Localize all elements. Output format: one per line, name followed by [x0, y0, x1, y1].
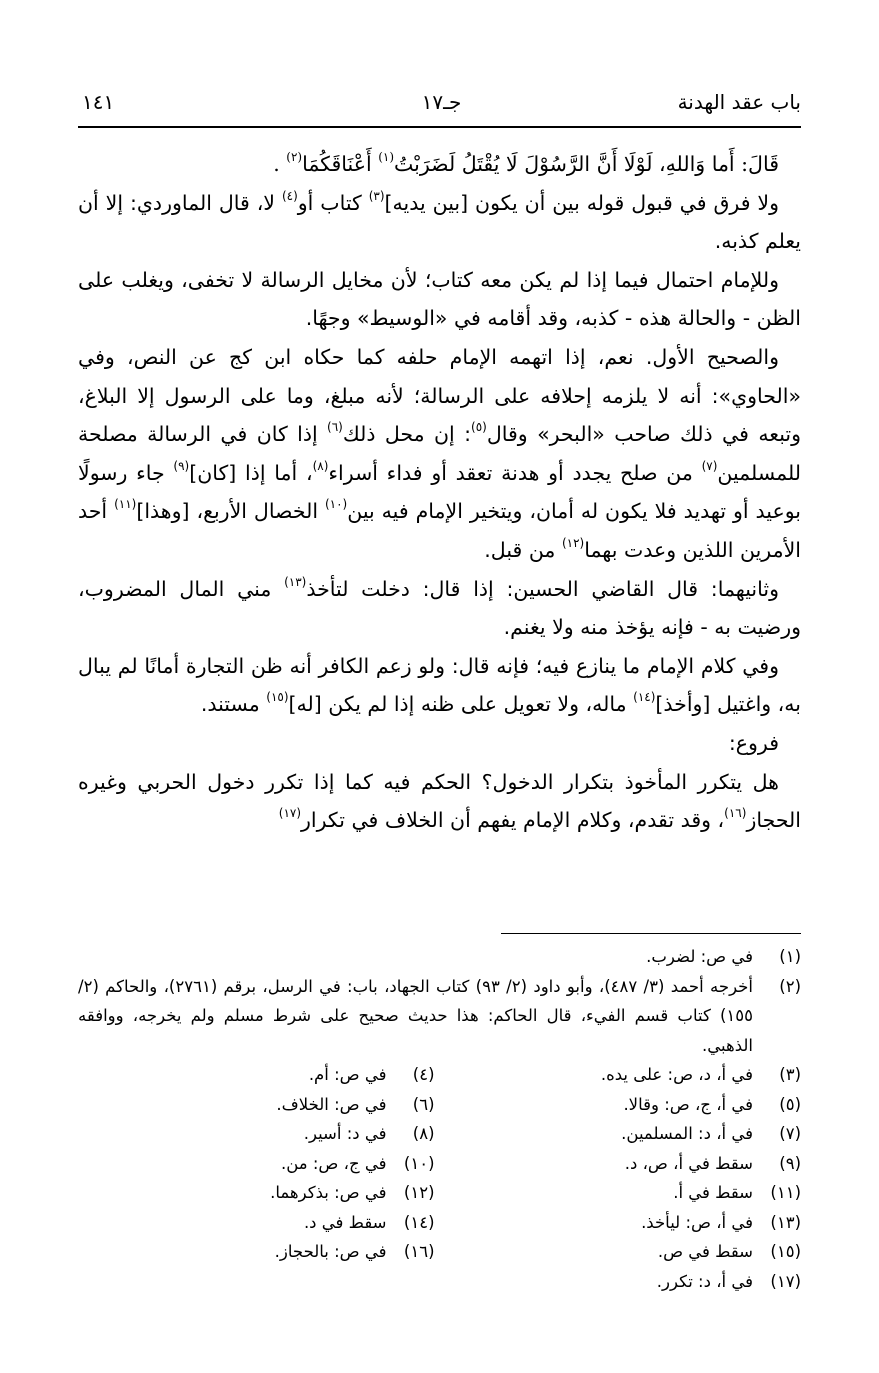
footnote-number: (٢)	[779, 976, 801, 996]
footnote-ref: (٧)	[701, 458, 718, 473]
text-span: من قبل.	[484, 537, 562, 562]
footnote-number: (١٢)	[403, 1183, 435, 1202]
footnote	[78, 1149, 435, 1179]
paragraph	[78, 338, 801, 570]
footnote-text: سقط في أ، ص، د.	[624, 1153, 753, 1173]
text-span: أَعْنَاقَكُمَا	[302, 152, 379, 176]
footnote	[78, 1208, 435, 1238]
footnote-number: (٣)	[779, 1065, 801, 1084]
footnote-number: (٤)	[412, 1065, 435, 1084]
text-span: إذا كان في الرسالة مصلحة للمسلمين	[78, 422, 801, 485]
footnote-ref: (١٠)	[324, 497, 348, 512]
running-header	[82, 90, 801, 116]
text-span: .	[273, 152, 287, 176]
footnote	[445, 1178, 802, 1208]
footnote	[445, 1090, 802, 1120]
footnote-ref: (١٦)	[724, 806, 747, 821]
text-span: جاء رسولًا بوعيد أو تهديد فلا يكون له أمان، ويتخير الإمام فيه بين	[78, 460, 801, 524]
footnotes	[78, 942, 801, 1296]
footnote-text: سقط في د.	[303, 1212, 387, 1232]
text-span: وثانيهما: قال القاضي الحسين: إذا قال: دخلت لتأخذ	[306, 576, 779, 601]
text-span: الخصال الأربع، [وهذا]	[136, 499, 325, 524]
footnote	[78, 1178, 435, 1208]
footnote-number: (١)	[779, 947, 801, 966]
footnote-number: (١٤)	[403, 1212, 435, 1232]
text-span: لا، قال الماوردي: إلا أن يعلم كذبه.	[78, 190, 801, 254]
paragraph: وللإمام احتمال فيما إذا لم يكن معه كتاب؛ لأن مخايل الرسالة لا تخفى، ويغلب على الظن - والحالة هذه - كذبه، وقد أقامه في «الوسيط» وجهًا.	[78, 267, 801, 331]
footnote-text: في ص: أم.	[308, 1065, 387, 1084]
text-span: ، وقد تقدم، وكلام الإمام يفهم أن الخلاف في تكرار	[301, 808, 725, 833]
text-span: من صلح يجدد أو هدنة تعقد أو فداء أسراء	[328, 460, 702, 485]
footnote	[78, 942, 801, 972]
footnote-number: (١٥)	[770, 1242, 801, 1261]
text-span: قَالَ: أَما وَاللهِ، لَوْلَا أَنَّ الرَّسُوْلَ لَا يُقْتَلُ لَضَرَبْتُ	[394, 152, 779, 176]
header-divider	[78, 126, 801, 128]
footnote-text: في ص: الخلاف.	[276, 1094, 387, 1114]
footnote	[78, 1090, 435, 1120]
paragraph-hadith	[78, 145, 801, 184]
footnote-ref: (١٤)	[633, 690, 656, 705]
text-span: كتاب أو	[297, 190, 369, 215]
footnote-text: في أ، ص: ليأخذ.	[641, 1212, 753, 1232]
footnote	[445, 1237, 802, 1267]
footnote-text: في ص: بالحجاز.	[274, 1242, 387, 1261]
footnote-ref: (١٥)	[266, 690, 289, 705]
footnote-text: في ج، ص: من.	[280, 1153, 387, 1173]
footnote-number: (١٠)	[403, 1153, 435, 1173]
footnote	[445, 1060, 802, 1090]
paragraph	[78, 763, 801, 840]
footnote-ref: (٩)	[173, 458, 190, 473]
text-span: والصحيح الأول. نعم، إذا اتهمه الإمام حلفه كما حكاه ابن كج عن النص، وفي «الحاوي»: أنه لا يلزمه إحلافه على الرسالة؛ لأنه مبلغ، وما على الرسول إلا البلاغ، وتبعه في ذلك صاحب «البحر» وقال	[78, 344, 801, 447]
main-text	[78, 145, 801, 840]
text-span: ولا فرق في قبول قوله بين أن يكون [بين يديه]	[384, 190, 780, 215]
footnote-divider	[501, 933, 801, 934]
footnote-number: (٧)	[779, 1124, 801, 1143]
footnote-text: في د: أسير.	[303, 1124, 387, 1143]
text-span: مني المال المضروب، ورضيت به - فإنه يؤخذ منه ولا يغنم.	[78, 576, 801, 640]
footnote-text: في أ، د، ص: على يده.	[600, 1065, 753, 1084]
footnote	[445, 1208, 802, 1238]
footnote-number: (٥)	[779, 1094, 801, 1114]
paragraph	[78, 647, 801, 724]
footnote-ref: (٦)	[327, 420, 343, 435]
text-span: أحد الأمرين اللذين وعدت بهما	[78, 499, 801, 562]
footnote-text: في ص: لضرب.	[646, 947, 753, 966]
paragraph	[78, 184, 801, 261]
footnote-number: (١٧)	[770, 1271, 801, 1291]
paragraph	[78, 570, 801, 647]
footnote-ref: (٣)	[368, 188, 385, 203]
footnote-text: في ص: بذكرهما.	[270, 1183, 387, 1202]
footnote-text: في أ، ج، ص: وقالا.	[623, 1094, 753, 1114]
footnote	[445, 1119, 802, 1149]
text-span: هل يتكرر المأخوذ بتكرار الدخول؟ الحكم فيه كما إذا تكرر دخول الحربي وغيره الحجاز	[78, 769, 801, 833]
text-span: ماله، ولا تعويل على ظنه إذا لم يكن [له]	[288, 692, 634, 717]
text-span: : إن محل ذلك	[342, 422, 472, 447]
footnote-text: أخرجه أحمد (٣/ ٤٨٧)، وأبو داود (٢/ ٩٣) كتاب الجهاد، باب: في الرسل، برقم (٢٧٦١)، والحاكم (٢/ ١٥٥) كتاب قسم الفيء، قال الحاكم: هذا حديث صحيح على شرط مسلم ولم يخرجه، ووافقه الذهبي.	[78, 976, 753, 1055]
footnote-ref: (١١)	[114, 497, 137, 512]
footnote-ref: (٢)	[286, 150, 303, 164]
footnote-columns	[78, 1060, 801, 1296]
footnote	[78, 972, 801, 1061]
footnote-ref: (٤)	[281, 188, 298, 203]
footnote	[78, 1119, 435, 1149]
footnote-text: سقط في ص.	[657, 1242, 753, 1261]
footnote	[78, 1237, 435, 1267]
volume-label: جـ١٧	[421, 90, 462, 114]
footnote-ref: (١)	[378, 150, 395, 164]
footnote	[78, 1060, 435, 1090]
footnote-ref: (٥)	[471, 420, 487, 435]
footnote-number: (٨)	[412, 1124, 435, 1143]
text-span: ، أما إذا [كان]	[189, 460, 313, 485]
footnote-number: (١١)	[770, 1183, 801, 1202]
footnote-number: (٦)	[412, 1094, 435, 1114]
text-span: وفي كلام الإمام ما ينازع فيه؛ فإنه قال: ولو زعم الكافر أنه ظن التجارة أمانًا لم يبال به، واغتيل [وأخذ]	[78, 653, 801, 717]
footnote-ref: (٨)	[312, 458, 329, 473]
footnote-text: سقط في أ.	[673, 1183, 753, 1202]
footnote-ref: (١٣)	[284, 574, 307, 589]
footnote-text: في أ، د: تكرر.	[656, 1271, 753, 1291]
footnote	[445, 1267, 802, 1297]
footnote-number: (١٣)	[770, 1212, 801, 1232]
page-number: ١٤١	[82, 90, 115, 114]
text-span: مستند.	[200, 692, 267, 717]
footnote-ref: (١٧)	[278, 806, 302, 821]
footnote-number: (٩)	[779, 1153, 801, 1173]
chapter-title: باب عقد الهدنة	[677, 90, 801, 114]
footnote-number: (١٦)	[403, 1242, 435, 1261]
footnote-ref: (١٢)	[561, 535, 585, 550]
footnote-text: في أ، د: المسلمين.	[621, 1124, 753, 1143]
section-heading: فروع:	[728, 730, 779, 755]
footnote	[445, 1149, 802, 1179]
